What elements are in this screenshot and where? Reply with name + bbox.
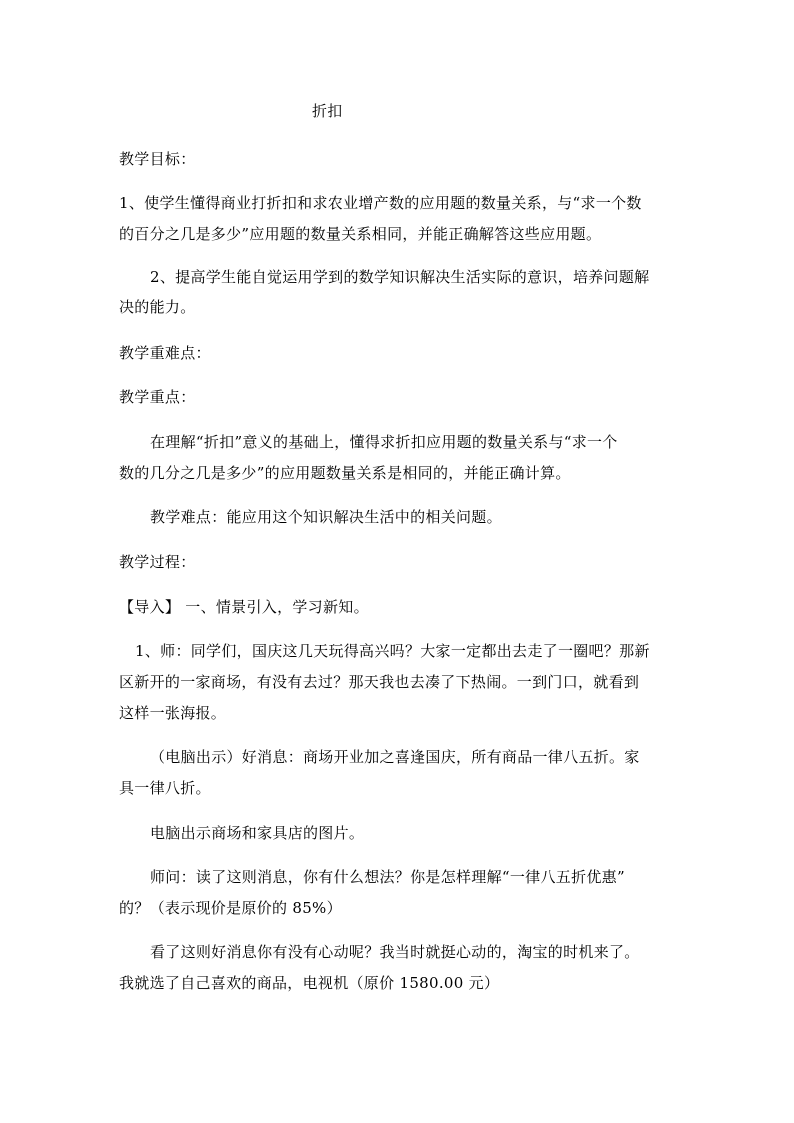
goal2-line2: 决的能力。 xyxy=(119,298,196,316)
p1-line2: 区新开的一家商场，有没有去过？那天我也去凑了下热闹。一到门口，就看到 xyxy=(119,673,640,691)
difficult-line: 教学难点：能应用这个知识解决生活中的相关问题。 xyxy=(150,508,502,526)
intro-line: 【导入】 一、情景引入，学习新知。 xyxy=(119,598,369,616)
process-heading: 教学过程： xyxy=(119,553,196,571)
p1-line1: 1、师：同学们，国庆这几天玩得高兴吗？大家一定都出去走了一圈吧？那新 xyxy=(135,642,650,660)
key-line2: 数的几分之几是多少”的应用题数量关系是相同的，并能正确计算。 xyxy=(119,464,571,482)
goal1-line2: 的百分之几是多少”应用题的数量关系相同，并能正确解答这些应用题。 xyxy=(119,225,602,243)
p2-line1: （电脑出示）好消息：商场开业加之喜逢国庆，所有商品一律八五折。家 xyxy=(150,748,640,766)
p4-line1: 师问：读了这则消息，你有什么想法？你是怎样理解“一律八五折优惠” xyxy=(150,868,625,886)
p5-line2: 我就选了自己喜欢的商品，电视机（原价 1580.00 元） xyxy=(119,974,500,992)
key-heading: 教学重点： xyxy=(119,388,196,406)
page-title: 折扣 xyxy=(312,102,343,120)
p5-line1: 看了这则好消息你有没有心动呢？我当时就挺心动的，淘宝的时机来了。 xyxy=(150,943,640,961)
goal-heading: 教学目标： xyxy=(119,150,196,168)
goal1-line1: 1、使学生懂得商业打折扣和求农业增产数的应用题的数量关系，与“求一个数 xyxy=(119,194,642,212)
p3-line: 电脑出示商场和家具店的图片。 xyxy=(150,824,365,842)
p2-line2: 具一律八折。 xyxy=(119,779,211,797)
p1-line3: 这样一张海报。 xyxy=(119,704,227,722)
p4-line2: 的？（表示现价是原价的 85%） xyxy=(119,899,342,917)
key-difficult-heading: 教学重难点： xyxy=(119,344,211,362)
goal2-line1: 2、提高学生能自觉运用学到的数学知识解决生活实际的意识，培养问题解 xyxy=(150,268,650,286)
key-line1: 在理解“折扣”意义的基础上，懂得求折扣应用题的数量关系与“求一个 xyxy=(150,433,618,451)
